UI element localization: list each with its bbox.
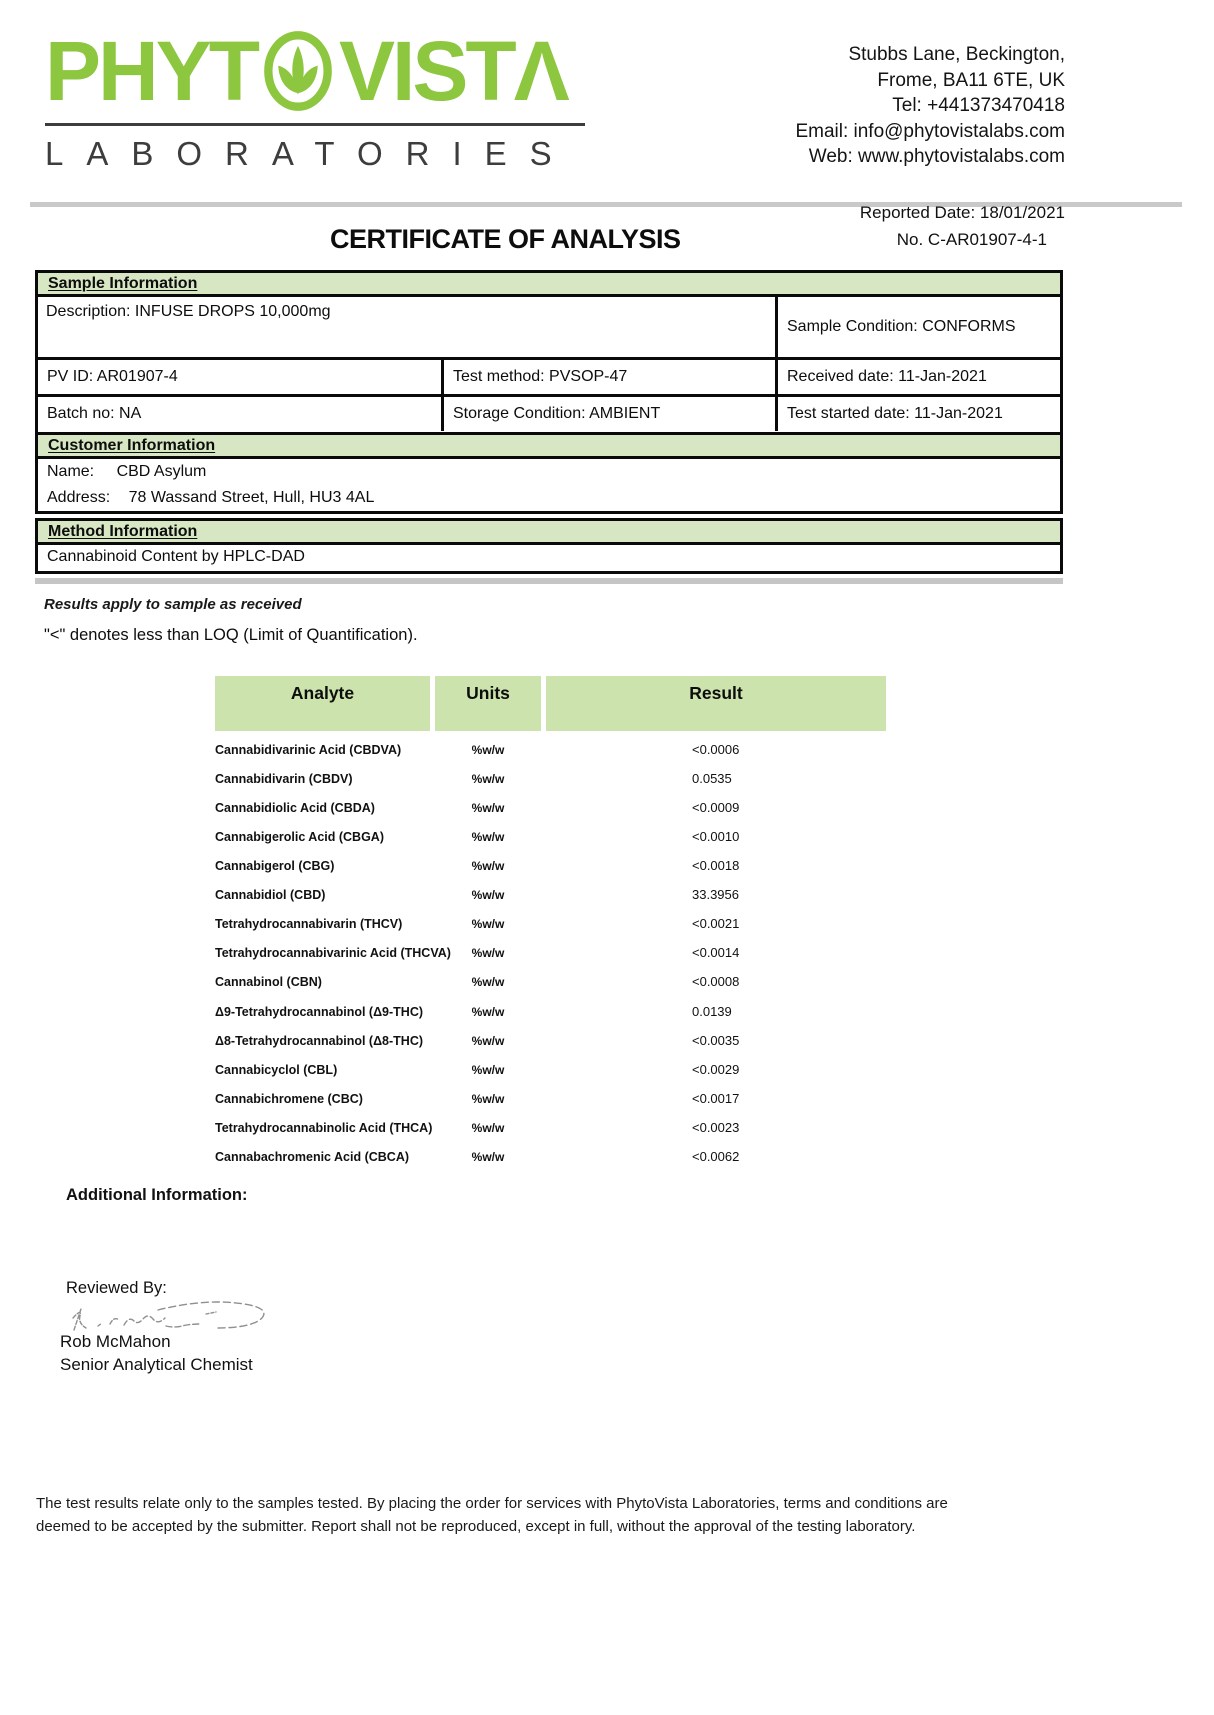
test-started-date: Test started date: 11-Jan-2021 bbox=[775, 394, 1060, 431]
analyte-units: %w/w bbox=[471, 1005, 505, 1019]
table-row bbox=[215, 737, 886, 766]
customer-address-row bbox=[47, 489, 374, 507]
customer-information-content bbox=[38, 459, 1060, 511]
analyte-name: Cannabichromene (CBC) bbox=[215, 1092, 363, 1106]
analyte-units: %w/w bbox=[471, 859, 505, 873]
analyte-name: Cannabachromenic Acid (CBCA) bbox=[215, 1150, 410, 1164]
column-header-analyte: Analyte bbox=[215, 676, 430, 731]
table-row bbox=[215, 1028, 886, 1057]
analyte-name: Cannabidiolic Acid (CBDA) bbox=[215, 801, 375, 815]
column-header-units: Units bbox=[435, 676, 541, 731]
analyte-name: Cannabigerolic Acid (CBGA) bbox=[215, 830, 384, 844]
logo-subtitle: LABORATORIES bbox=[45, 135, 575, 172]
table-row bbox=[215, 1086, 886, 1115]
analyte-result: <0.0029 bbox=[692, 1062, 740, 1077]
table-row bbox=[215, 969, 886, 998]
analyte-units: %w/w bbox=[471, 1092, 505, 1106]
analyte-result: <0.0006 bbox=[692, 742, 740, 757]
analyte-result: 0.0139 bbox=[692, 1004, 732, 1019]
analyte-units: %w/w bbox=[471, 1121, 505, 1135]
analyte-units: %w/w bbox=[471, 743, 505, 757]
table-row bbox=[215, 940, 886, 969]
contact-address-line1: Stubbs Lane, Beckington, bbox=[848, 44, 1065, 65]
customer-address-value: 78 Wassand Street, Hull, HU3 4AL bbox=[128, 489, 375, 506]
sample-information-title: Sample Information bbox=[48, 275, 198, 292]
customer-information-title: Customer Information bbox=[48, 437, 216, 454]
reviewed-by-label: Reviewed By: bbox=[66, 1279, 167, 1297]
analyte-result: <0.0018 bbox=[692, 858, 740, 873]
results-note: Results apply to sample as received bbox=[44, 596, 302, 613]
analyte-name: Cannabinol (CBN) bbox=[215, 975, 322, 989]
analyte-result: <0.0017 bbox=[692, 1091, 740, 1106]
analyte-result: 0.0535 bbox=[692, 771, 732, 786]
logo-text-phyt: PHYT bbox=[45, 24, 258, 118]
footer-line2: deemed to be accepted by the submitter. Report shall not be reproduced, except in full, without the approval of the testing laboratory. bbox=[36, 1517, 916, 1535]
sample-description: Description: INFUSE DROPS 10,000mg bbox=[46, 303, 331, 320]
analyte-units: %w/w bbox=[471, 1063, 505, 1077]
analyte-units: %w/w bbox=[471, 1034, 505, 1048]
batch-no: Batch no: NA bbox=[38, 394, 441, 431]
analyte-name: Cannabidiol (CBD) bbox=[215, 888, 326, 902]
sample-condition: Sample Condition: CONFORMS bbox=[775, 297, 1060, 357]
storage-condition: Storage Condition: AMBIENT bbox=[441, 394, 775, 431]
footer-disclaimer bbox=[36, 1493, 1186, 1538]
column-header-result: Result bbox=[546, 676, 886, 731]
analyte-result: <0.0010 bbox=[692, 829, 740, 844]
analyte-name: Tetrahydrocannabinolic Acid (THCA) bbox=[215, 1121, 433, 1135]
table-row bbox=[215, 1057, 886, 1086]
additional-information-label: Additional Information: bbox=[66, 1186, 248, 1204]
contact-web: Web: www.phytovistalabs.com bbox=[808, 146, 1065, 167]
method-information-box bbox=[35, 518, 1063, 574]
analyte-result: <0.0021 bbox=[692, 916, 740, 931]
leaf-icon bbox=[260, 26, 336, 116]
customer-name-row bbox=[47, 463, 206, 481]
report-number: No. C-AR01907-4-1 bbox=[896, 230, 1047, 249]
method-information-content bbox=[38, 545, 1060, 571]
customer-name-value: CBD Asylum bbox=[116, 463, 207, 480]
logo-wordmark bbox=[45, 26, 590, 116]
method-information-header bbox=[38, 521, 1060, 545]
sample-information-box bbox=[35, 270, 1063, 456]
loq-note: "<" denotes less than LOQ (Limit of Quantification). bbox=[44, 626, 418, 644]
analyte-name: Δ9-Tetrahydrocannabinol (Δ9-THC) bbox=[215, 1005, 424, 1019]
analyte-units: %w/w bbox=[471, 830, 505, 844]
logo-text-vista: VISTΛ bbox=[339, 24, 567, 118]
analyte-units: %w/w bbox=[471, 1150, 505, 1164]
table-row bbox=[215, 1144, 886, 1173]
lab-contact-block bbox=[795, 42, 1065, 170]
analyte-result: <0.0023 bbox=[692, 1120, 740, 1135]
contact-tel: Tel: +441373470418 bbox=[892, 95, 1065, 116]
analyte-name: Tetrahydrocannabivarin (THCV) bbox=[215, 917, 403, 931]
analyte-result: <0.0035 bbox=[692, 1033, 740, 1048]
footer-line1: The test results relate only to the samples tested. By placing the order for services with PhytoVista Laboratories, terms and conditions are bbox=[36, 1495, 948, 1512]
analyte-name: Cannabidivarinic Acid (CBDVA) bbox=[215, 743, 402, 757]
table-row bbox=[215, 853, 886, 882]
logo-divider bbox=[45, 123, 585, 126]
analyte-result: <0.0014 bbox=[692, 945, 740, 960]
contact-address-line2: Frome, BA11 6TE, UK bbox=[877, 69, 1065, 91]
analyte-result: 33.3956 bbox=[692, 887, 739, 902]
analyte-name: Tetrahydrocannabivarinic Acid (THCVA) bbox=[215, 946, 451, 960]
table-row bbox=[215, 1115, 886, 1144]
test-method: Test method: PVSOP-47 bbox=[441, 357, 775, 394]
analyte-result: <0.0008 bbox=[692, 974, 740, 989]
analyte-units: %w/w bbox=[471, 772, 505, 786]
customer-name-label: Name: bbox=[47, 463, 95, 480]
customer-information-header bbox=[38, 435, 1060, 459]
analyte-units: %w/w bbox=[471, 801, 505, 815]
analyte-name: Δ8-Tetrahydrocannabinol (Δ8-THC) bbox=[215, 1034, 424, 1048]
reported-date: Reported Date: 18/01/2021 bbox=[859, 203, 1065, 222]
table-row bbox=[215, 766, 886, 795]
method-information-title: Method Information bbox=[48, 523, 198, 540]
analyte-result: <0.0062 bbox=[692, 1149, 740, 1164]
analyte-name: Cannabigerol (CBG) bbox=[215, 859, 335, 873]
analyte-units: %w/w bbox=[471, 946, 505, 960]
reviewer-title: Senior Analytical Chemist bbox=[60, 1355, 253, 1374]
analyte-units: %w/w bbox=[471, 975, 505, 989]
results-table bbox=[215, 676, 886, 1186]
customer-address-label: Address: bbox=[47, 489, 111, 506]
received-date: Received date: 11-Jan-2021 bbox=[775, 357, 1060, 394]
analyte-units: %w/w bbox=[471, 917, 505, 931]
company-logo bbox=[45, 26, 590, 173]
analyte-result: <0.0009 bbox=[692, 800, 740, 815]
table-row bbox=[215, 882, 886, 911]
analyte-name: Cannabidivarin (CBDV) bbox=[215, 772, 353, 786]
contact-email: Email: info@phytovistalabs.com bbox=[795, 120, 1065, 142]
section-divider-bar bbox=[35, 578, 1063, 584]
pv-id: PV ID: AR01907-4 bbox=[38, 357, 441, 394]
reviewer-name: Rob McMahon bbox=[60, 1332, 171, 1351]
table-row bbox=[215, 911, 886, 940]
table-row bbox=[215, 824, 886, 853]
customer-information-box bbox=[35, 432, 1063, 514]
sample-information-grid bbox=[38, 297, 1060, 450]
table-row bbox=[215, 795, 886, 824]
method-name: Cannabinoid Content by HPLC-DAD bbox=[47, 548, 305, 565]
analyte-name: Cannabicyclol (CBL) bbox=[215, 1063, 338, 1077]
page-title: CERTIFICATE OF ANALYSIS bbox=[330, 224, 681, 254]
analyte-units: %w/w bbox=[471, 888, 505, 902]
table-row bbox=[215, 999, 886, 1028]
sample-information-header bbox=[38, 273, 1060, 297]
